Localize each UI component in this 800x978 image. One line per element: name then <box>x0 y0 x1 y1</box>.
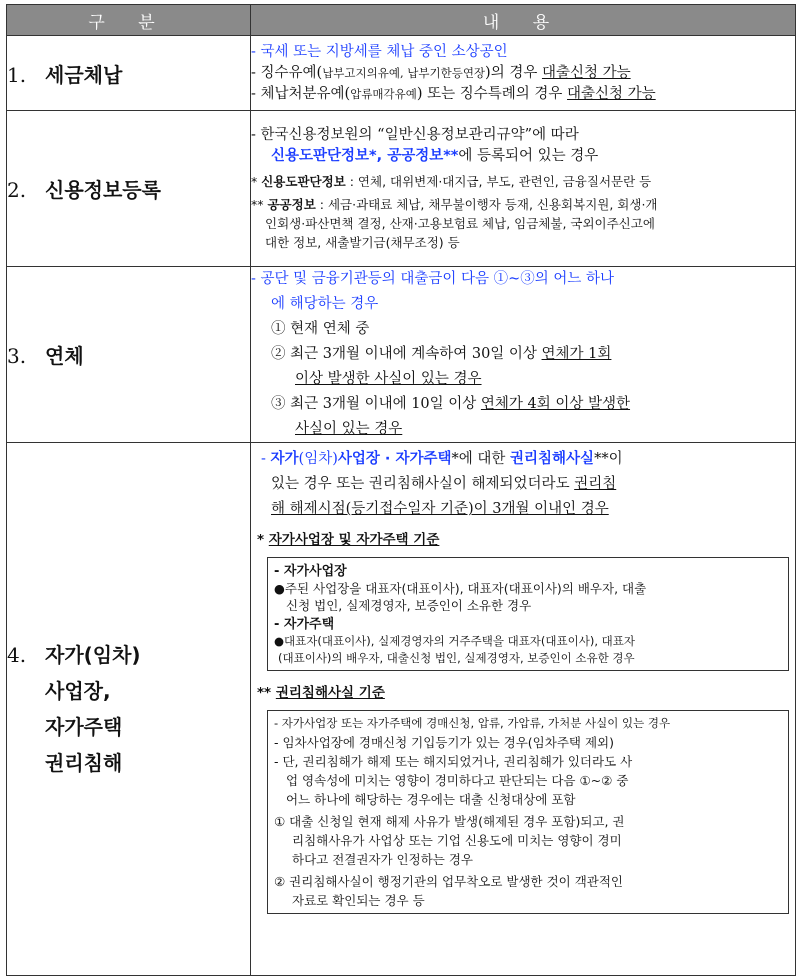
box-line: ●대표자(대표이사), 실제경영자의 거주주택을 대표자(대표이사), 대표자 <box>274 634 635 648</box>
box-line: - 임차사업장에 경매신청 기입등기가 있는 경우(임차주택 제외) <box>274 735 614 750</box>
box-line: ① 대출 신청일 현재 해제 사유가 발생(해제된 경우 포함)되고, 권 <box>274 814 625 829</box>
row-title: 자가(임차) 사업장, 자가주택 권리침해 <box>45 643 141 775</box>
row-title: 신용정보등록 <box>45 178 161 202</box>
box-line: ●주된 사업장을 대표자(대표이사), 대표자(대표이사)의 배우자, 대출 <box>274 581 647 596</box>
criteria-box <box>267 557 789 671</box>
box-line: (대표이사)의 배우자, 대출신청 법인, 실제경영자, 보증인이 소유한 경우 <box>278 651 635 665</box>
content-line: 해 해제시점(등기접수일자 기준)이 3개월 이내인 경우 <box>271 501 609 517</box>
eligibility-table <box>6 4 796 976</box>
footnote: ** 공공정보 : 세금·과태료 체납, 채무불이행자 등재, 신용회복지원, 회생·개 <box>251 197 658 212</box>
row-credit-info <box>7 111 796 267</box>
box-line: - 자가사업장 또는 자가주택에 경매신청, 압류, 가압류, 가처분 사실이 있는 경우 <box>274 716 671 730</box>
content-cell <box>251 111 796 267</box>
box-line: 자료로 확인되는 경우 등 <box>292 893 425 908</box>
footnote: 대한 정보, 새출발기금(채무조정) 등 <box>265 235 460 250</box>
row-title: 세금체납 <box>45 62 123 87</box>
category-cell <box>7 36 251 111</box>
box-line: 업 영속성에 미치는 영향이 경미하다고 판단되는 다음 ①~② 중 <box>286 773 629 788</box>
list-item: ③ 최근 3개월 이내에 10일 이상 연체가 4회 이상 발생한 <box>271 396 631 412</box>
content-line: 있는 경우 또는 권리침해사실이 해제되었더라도 권리침 <box>271 476 617 492</box>
header-category: 구 분 <box>7 5 251 36</box>
list-item: 이상 발생한 사실이 있는 경우 <box>295 371 482 387</box>
box-line: 신청 법인, 실제경영자, 보증인이 소유한 경우 <box>286 598 532 613</box>
list-item: ② 최근 3개월 이내에 계속하여 30일 이상 연체가 1회 <box>271 346 612 362</box>
content-line: - 자가(임차)사업장 · 자가주택*에 대한 권리침해사실**이 <box>261 451 623 467</box>
row-number: 3. <box>7 344 27 368</box>
footnote: 인회생·파산면책 결정, 산재·고용보험료 체납, 임금체불, 국외이주신고에 <box>265 216 655 231</box>
content-line: - 한국신용정보원의 “일반신용정보관리규약”에 따라 <box>251 127 579 143</box>
category-cell <box>7 267 251 443</box>
criteria-subheading: * 자가사업장 및 자가주택 기준 <box>257 532 440 548</box>
row-overdue <box>7 267 796 443</box>
box-line: ② 권리침해사실이 행정기관의 업무착오로 발생한 것이 객관적인 <box>274 874 623 889</box>
content-line: - 징수유예(납부고지의유예, 납부기한등연장)의 경우 대출신청 가능 <box>251 64 631 81</box>
box-line: - 단, 권리침해가 해제 또는 해지되었거나, 권리침해가 있더라도 사 <box>274 754 633 769</box>
row-tax-delinquency <box>7 36 796 111</box>
category-cell <box>7 111 251 267</box>
box-line: 리침해사유가 사업상 또는 기업 신용도에 미치는 영향이 경미 <box>292 833 622 848</box>
list-item: 사실이 있는 경우 <box>295 421 403 437</box>
footnote: * 신용도판단정보 : 연체, 대위변제·대지급, 부도, 관련인, 금융질서문란 등 <box>251 174 652 189</box>
box-title: - 자가주택 <box>274 617 335 632</box>
row-number: 1. <box>7 62 27 87</box>
criteria-box <box>267 710 789 914</box>
header-row <box>7 5 796 36</box>
content-cell <box>251 36 796 111</box>
content-line: - 체납처분유예(압류매각유예) 또는 징수특례의 경우 대출신청 가능 <box>251 85 656 102</box>
category-cell <box>7 443 251 976</box>
row-title: 연체 <box>45 344 84 368</box>
content-cell <box>251 267 796 443</box>
criteria-subheading: ** 권리침해사실 기준 <box>257 685 385 701</box>
content-line: 신용도판단정보*, 공공정보**에 등록되어 있는 경우 <box>271 148 599 164</box>
content-line: 에 해당하는 경우 <box>271 296 379 312</box>
content-line: - 국세 또는 지방세를 체납 중인 소상공인 <box>251 43 508 60</box>
box-title: - 자가사업장 <box>274 564 347 579</box>
box-line: 하다고 전결권자가 인정하는 경우 <box>292 852 473 867</box>
content-line: - 공단 및 금융기관등의 대출금이 다음 ①~③의 어느 하나 <box>251 271 615 287</box>
row-number: 2. <box>7 178 27 202</box>
row-rights-infringement <box>7 443 796 976</box>
box-line: 어느 하나에 해당하는 경우에는 대출 신청대상에 포함 <box>286 792 576 807</box>
list-item: ① 현재 연체 중 <box>271 321 370 337</box>
row-number: 4. <box>7 643 27 667</box>
header-content: 내 용 <box>251 5 796 36</box>
content-cell <box>251 443 796 976</box>
